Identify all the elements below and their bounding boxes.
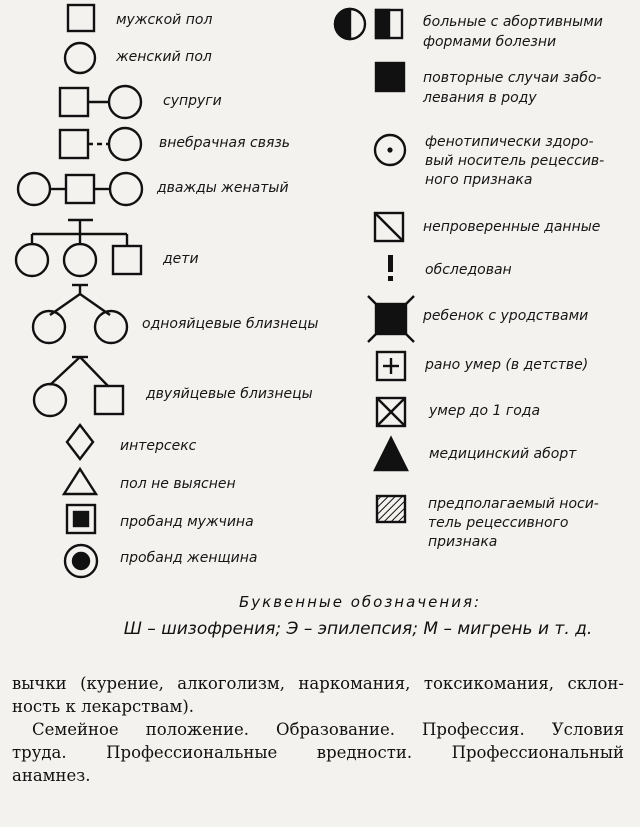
deformity-label: ребенок с уродствами xyxy=(423,308,589,324)
sex-unknown-label: пол не выяснен xyxy=(120,476,236,492)
p1-line2: ность к лекарствам). xyxy=(12,697,195,716)
died-early-label: рано умер (в детстве) xyxy=(425,357,589,373)
p2-line3: анамнез. xyxy=(12,766,91,785)
extramarital-label: внебрачная связь xyxy=(159,135,291,151)
repeated-cases-symbol xyxy=(376,63,404,91)
sex-unknown-symbol xyxy=(64,469,96,494)
proband-male-symbol xyxy=(67,505,95,533)
spouses-label: супруги xyxy=(163,93,222,109)
extramarital-symbol xyxy=(60,128,141,160)
repeated-label-line1: повторные случаи забо- xyxy=(423,70,602,86)
p2-line2: труда. Профессиональные вредности. Профессиональный xyxy=(12,743,624,762)
children-symbol xyxy=(16,220,141,276)
unverified-label: непроверенные данные xyxy=(423,219,601,235)
examined-symbol xyxy=(388,255,393,281)
fraternal-twins-label: двуяйцевые близнецы xyxy=(146,386,313,402)
presumed-label-line2: тель рецессивного xyxy=(428,515,569,531)
female-label: женский пол xyxy=(116,49,212,65)
female-symbol xyxy=(65,43,95,73)
died-early-symbol xyxy=(377,352,405,380)
proband-female-symbol xyxy=(65,545,97,577)
letters-line: Ш – шизофрения; Э – эпилепсия; М – мигрень и т. д. xyxy=(123,619,593,639)
abortion-label: медицинский аборт xyxy=(429,446,577,462)
male-label: мужской пол xyxy=(116,12,213,28)
children-label: дети xyxy=(163,251,199,267)
intersex-label: интерсекс xyxy=(120,438,197,454)
presumed-carrier-symbol xyxy=(377,496,405,522)
repeated-label-line2: левания в роду xyxy=(423,90,537,106)
deformity-symbol xyxy=(368,296,414,342)
abortion-symbol xyxy=(375,438,407,470)
died-before-1-label: умер до 1 года xyxy=(429,403,541,419)
intersex-symbol xyxy=(67,425,93,459)
p2-line1: Семейное положение. Образование. Профессия. Условия xyxy=(32,720,624,739)
identical-twins-label: однояйцевые близнецы xyxy=(142,316,319,332)
fraternal-twins-symbol xyxy=(34,357,123,416)
carrier-symbol xyxy=(375,135,405,165)
carrier-label-line1: фенотипически здоро- xyxy=(425,134,594,150)
abortive-label-line2: формами болезни xyxy=(423,34,557,50)
carrier-label-line3: ного признака xyxy=(425,172,533,188)
body-text xyxy=(12,672,624,787)
letters-header: Буквенные обозначения: xyxy=(238,593,482,611)
twice-married-label: дважды женатый xyxy=(157,180,289,196)
proband-male-label: пробанд мужчина xyxy=(120,514,254,530)
spouses-symbol xyxy=(60,86,141,118)
identical-twins-symbol xyxy=(33,285,127,343)
examined-label: обследован xyxy=(425,262,512,278)
male-symbol xyxy=(68,5,94,31)
presumed-label-line3: признака xyxy=(428,534,498,550)
p1-line1: вычки (курение, алкоголизм, наркомания, токсикомания, склон- xyxy=(12,674,624,693)
twice-married-symbol xyxy=(18,173,142,205)
abortive-forms-symbol xyxy=(335,9,402,39)
abortive-label-line1: больные с абортивными xyxy=(423,14,603,30)
carrier-label-line2: вый носитель рецессив- xyxy=(425,153,605,169)
proband-female-label: пробанд женщина xyxy=(120,550,258,566)
died-before-1-symbol xyxy=(377,398,405,426)
presumed-label-line1: предполагаемый носи- xyxy=(428,496,599,512)
unverified-symbol xyxy=(375,213,403,241)
